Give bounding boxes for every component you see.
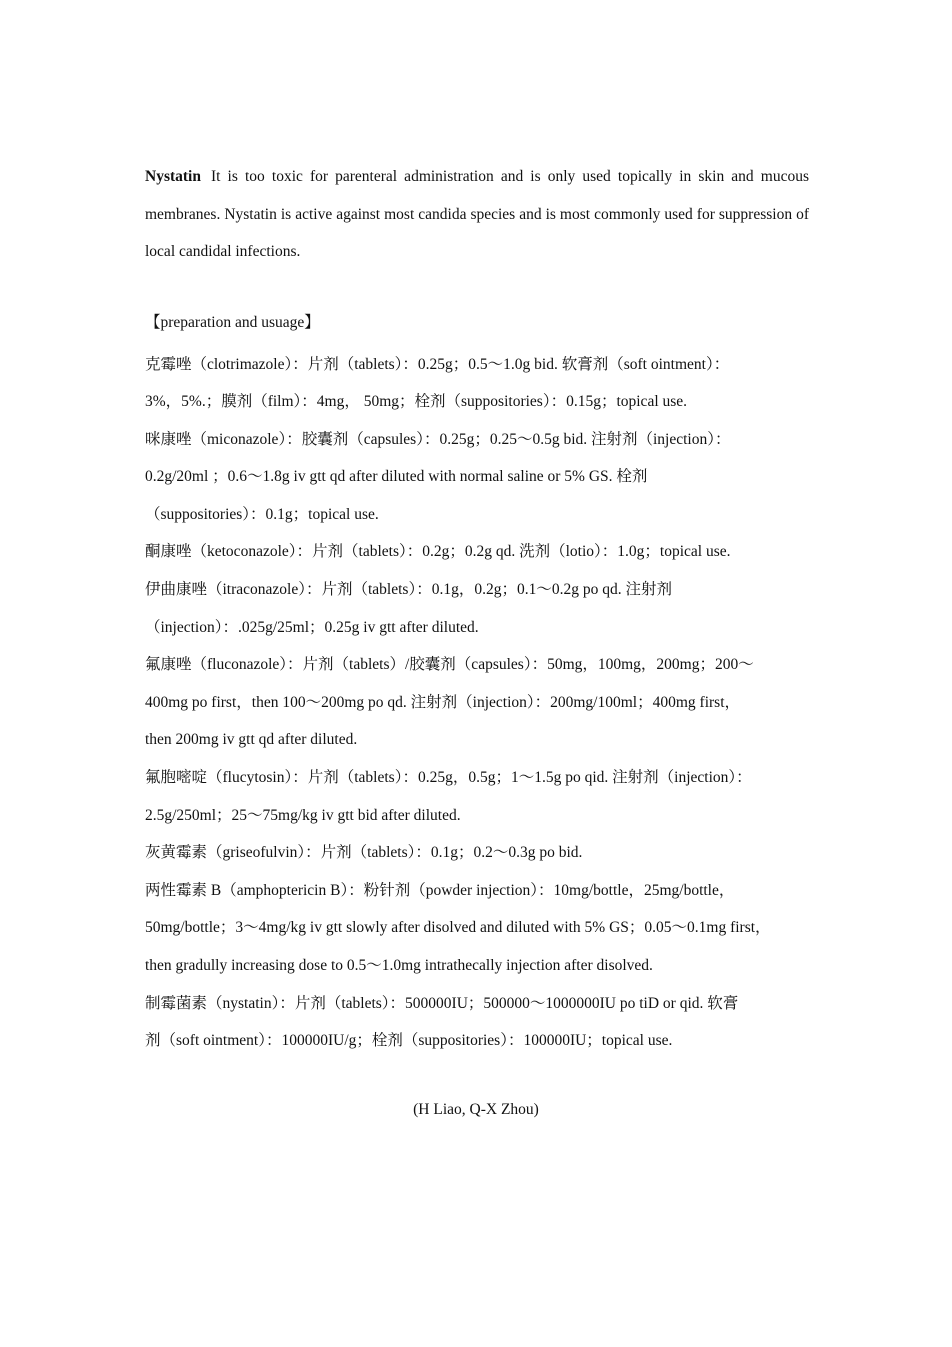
preparation-line: 3%，5%.；膜剂（film）：4mg， 50mg；栓剂（suppositories）：0.15g；topical use. (145, 393, 688, 411)
intro-text: It is too toxic for parenteral administration and is only used topically in skin and mucous membranes. Nystatin is active against most candida species and is most commonly used for suppression of local candidal infections. (145, 168, 809, 260)
preparation-line: 50mg/bottle；3～4mg/kg iv gtt slowly after disolved and diluted with 5% GS；0.05～0.1mg first， (145, 919, 771, 937)
preparation-line: （injection）：.025g/25ml；0.25g iv gtt after diluted. (145, 618, 479, 636)
preparation-line: 酮康唑（ketoconazole）：片剂（tablets）：0.2g；0.2g qd. 洗剂（lotio）：1.0g；topical use. (145, 543, 731, 561)
author-credit: (H Liao, Q-X Zhou) (413, 1101, 539, 1118)
intro-paragraph (145, 158, 809, 271)
preparation-line: 剂（soft ointment）：100000IU/g；栓剂（suppositories）：100000IU；topical use. (145, 1032, 673, 1050)
preparation-line: 2.5g/250ml；25～75mg/kg iv gtt bid after diluted. (145, 806, 461, 824)
preparation-section (145, 308, 815, 1060)
preparation-line: 咪康唑（miconazole）：胶囊剂（capsules）：0.25g；0.25～0.5g bid. 注射剂（injection）： (145, 430, 731, 448)
preparation-line: then gradully increasing dose to 0.5～1.0mg intrathecally injection after disolved. (145, 957, 653, 974)
preparation-line: 0.2g/20ml ；0.6～1.8g iv gtt qd after diluted with normal saline or 5% GS. 栓剂 (145, 468, 648, 486)
preparation-line: 制霉菌素（nystatin）：片剂（tablets）：500000IU；500000～1000000IU po tiD or qid. 软膏 (145, 994, 739, 1012)
preparation-line: 氟胞嘧啶（flucytosin）：片剂（tablets）：0.25g，0.5g；1～1.5g po qid. 注射剂（injection）： (145, 769, 752, 787)
preparation-line: 氟康唑（fluconazole）：片剂（tablets）/胶囊剂（capsules）：50mg，100mg，200mg；200～ (145, 656, 754, 674)
preparation-line: then 200mg iv gtt qd after diluted. (145, 731, 358, 749)
preparation-line: 两性霉素 B（amphoptericin B）：粉针剂（powder injection）：10mg/bottle，25mg/bottle， (145, 881, 735, 899)
preparation-line: 伊曲康唑（itraconazole）：片剂（tablets）：0.1g，0.2g；0.1～0.2g po qd. 注射剂 (145, 581, 672, 599)
preparation-line: 400mg po first，then 100～200mg po qd. 注射剂（injection）：200mg/100ml；400mg first， (145, 693, 741, 711)
preparation-heading: 【preparation and usuage】 (145, 314, 320, 331)
preparation-line: （suppositories）：0.1g；topical use. (145, 505, 379, 523)
intro-term: Nystatin (145, 168, 201, 185)
preparation-line: 灰黄霉素（griseofulvin）：片剂（tablets）：0.1g；0.2～0.3g po bid. (145, 844, 583, 862)
preparation-line: 克霉唑（clotrimazole）：片剂（tablets）：0.25g；0.5～1.0g bid. 软膏剂（soft ointment）： (145, 355, 730, 373)
